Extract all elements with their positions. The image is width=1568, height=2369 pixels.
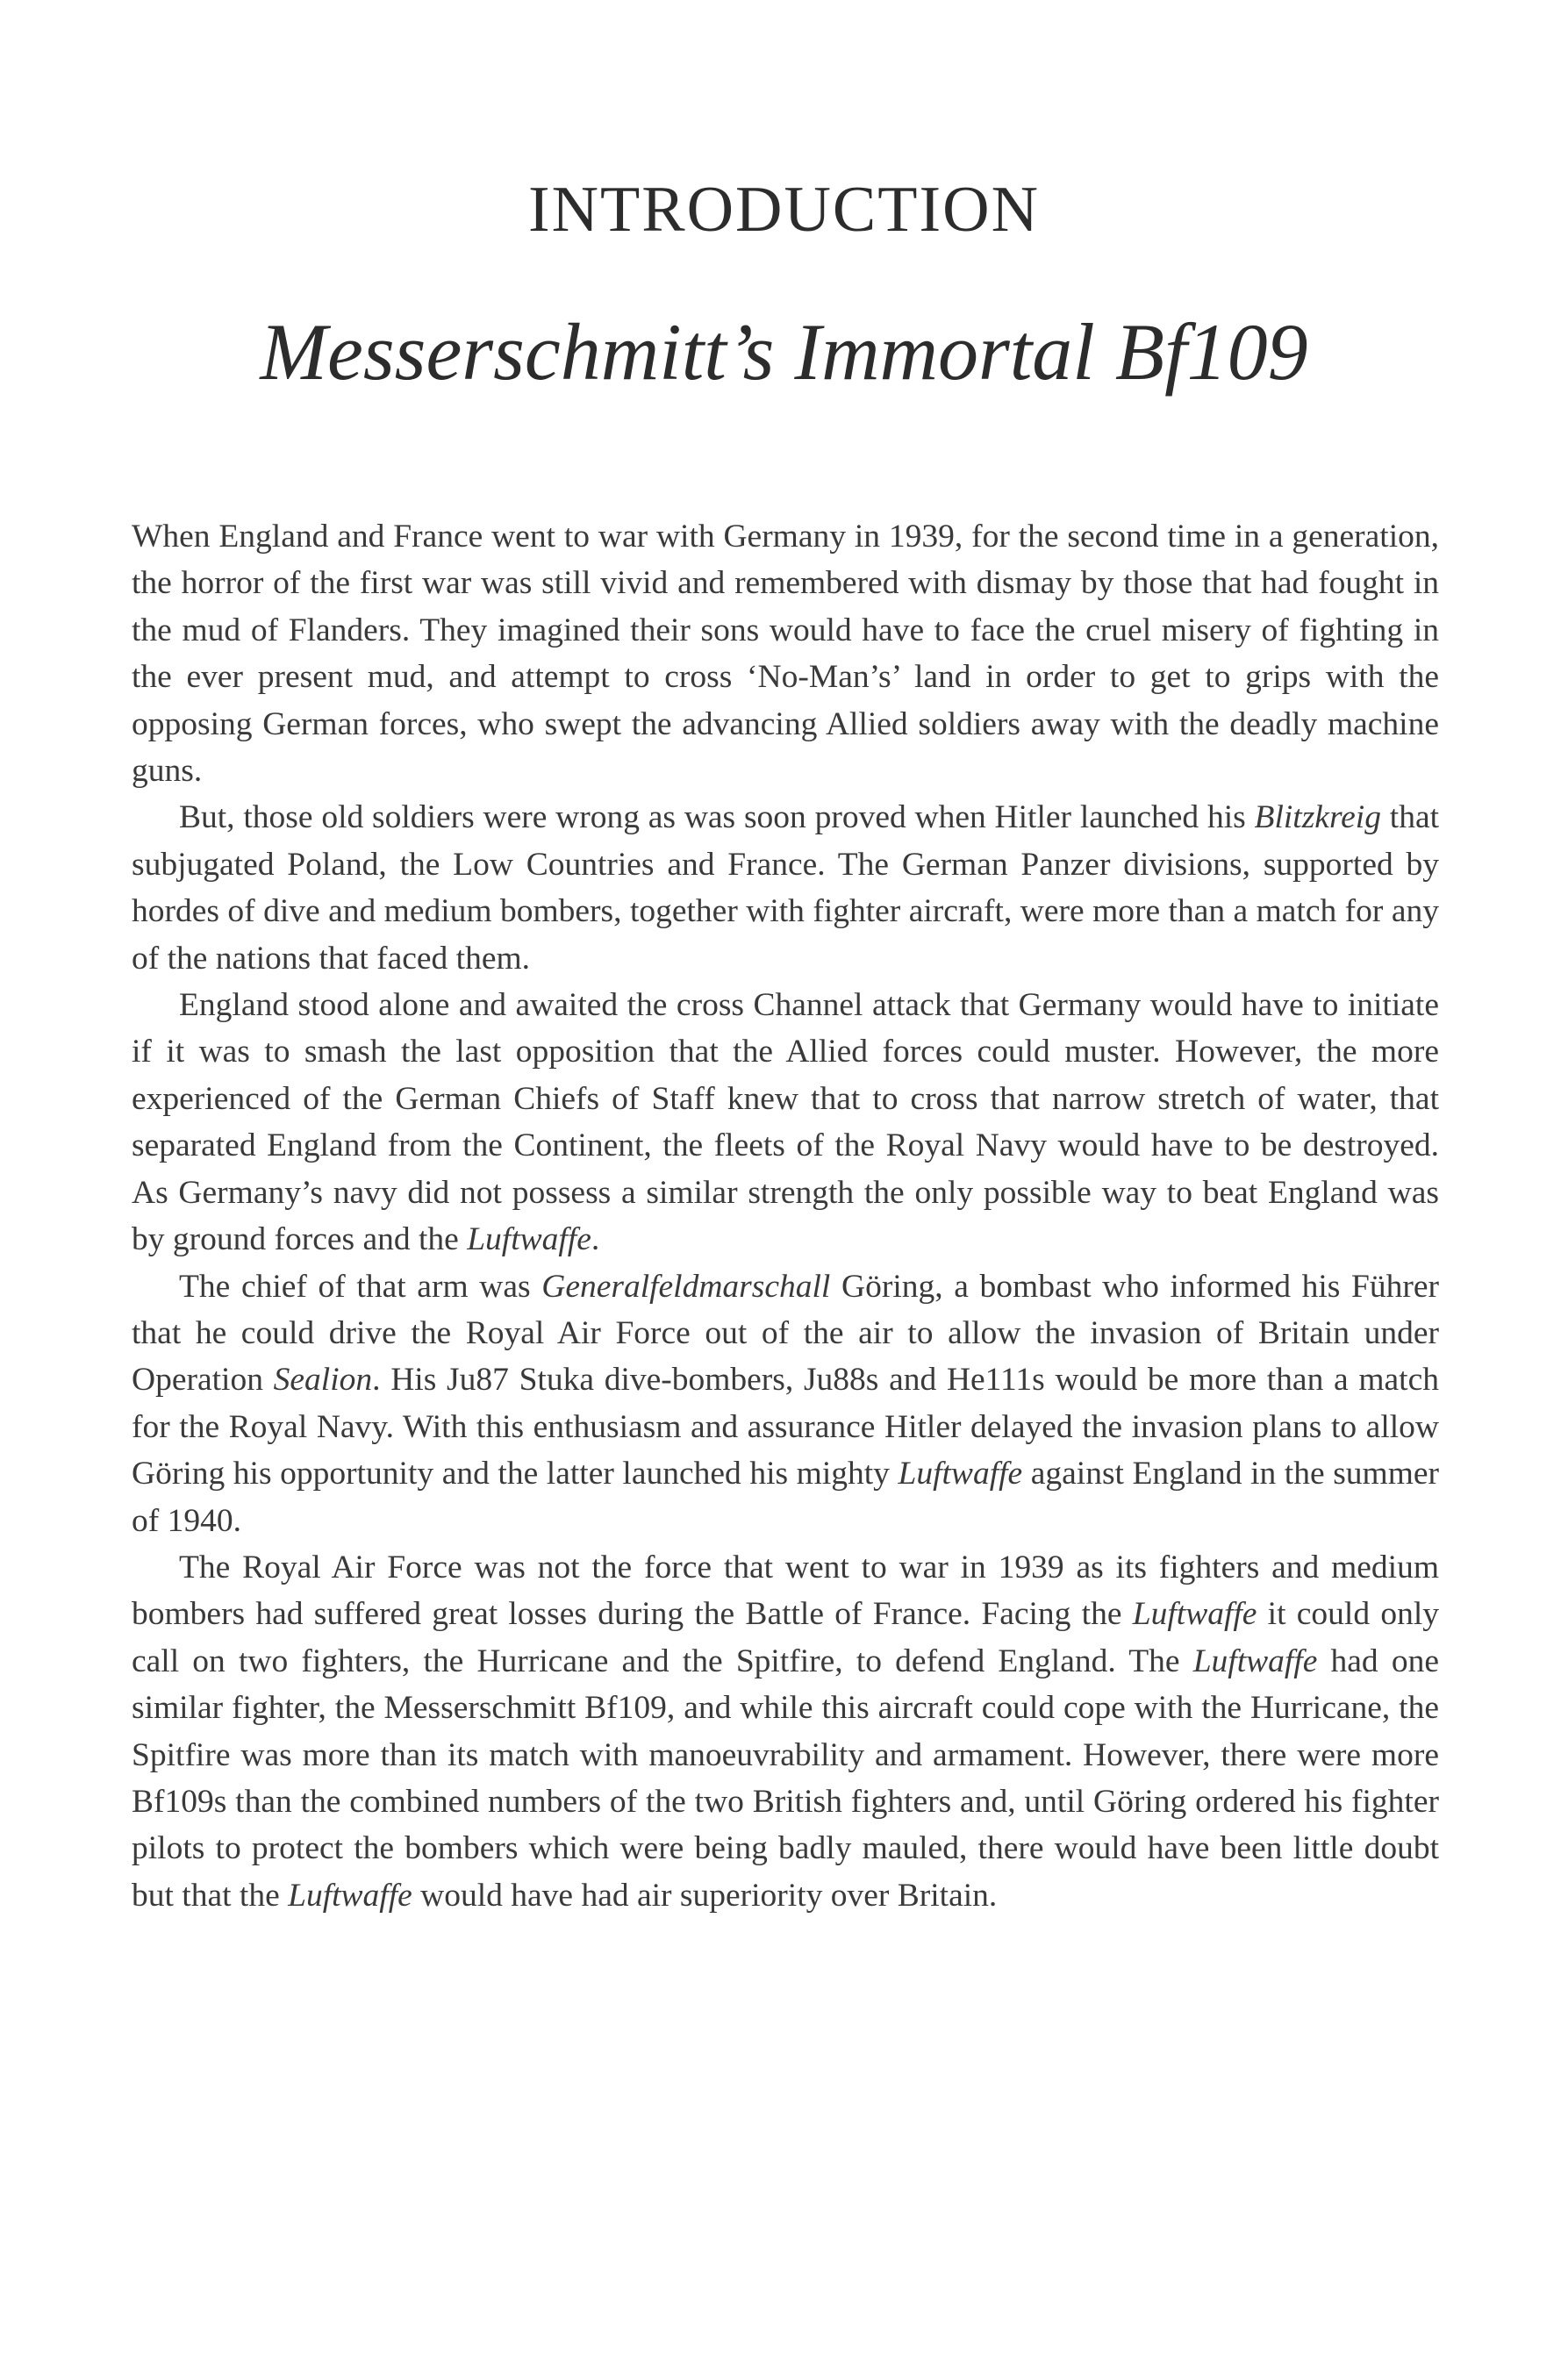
italic-term: Luftwaffe	[1132, 1596, 1257, 1633]
text-run: But, those old soldiers were wrong as was soon proved when Hitler launched his	[179, 799, 1255, 836]
italic-term: Luftwaffe	[898, 1456, 1023, 1492]
text-run: .	[591, 1221, 600, 1258]
text-run: . His Ju87 Stuka dive-bombers, Ju88s and He111s would be more than a match for the Royal Navy. With this enthusiasm and assurance Hitler delayed the invasion plans to allow Göring his opportunity and the latter launched his mighty	[132, 1362, 1439, 1492]
italic-term: Luftwaffe	[467, 1221, 591, 1258]
paragraph	[132, 1263, 1439, 1544]
text-run: Göring, a bombast who informed his Führer that he could drive the Royal Air Force out of the air to allow the invasion of Britain under Operation	[132, 1268, 1440, 1399]
paragraph	[132, 982, 1439, 1263]
chapter-heading: INTRODUCTION	[527, 174, 1041, 246]
italic-term: Luftwaffe	[1192, 1643, 1318, 1679]
text-run: The Royal Air Force was not the force that went to war in 1939 as its fighters and medium bombers had suffered great losses during the Battle of France. Facing the	[132, 1549, 1439, 1633]
text-run: would have had air superiority over Britain.	[412, 1877, 998, 1914]
italic-term: Blitzkreig	[1254, 799, 1381, 836]
paragraph	[132, 1544, 1439, 1919]
text-run: When England and France went to war with Germany in 1939, for the second time in a generation, the horror of the first war was still vivid and remembered with dismay by those that had fought in the mud of Flanders. They imagined their sons would have to face the cruel misery of fighting in the ever present mud, and attempt to cross ‘No-Man’s’ land in order to get to grips with the opposing German forces, who swept the advancing Allied soldiers away with the deadly machine guns.	[132, 519, 1439, 790]
italic-term: Sealion	[273, 1362, 373, 1399]
text-run: it could only call on two fighters, the Hurricane and the Spitfire, to defend England. The	[132, 1596, 1439, 1679]
text-run: The chief of that arm was	[179, 1268, 542, 1305]
text-run: against England in the summer of 1940.	[132, 1456, 1440, 1539]
paragraph	[132, 513, 1439, 794]
body-text	[132, 513, 1439, 1919]
text-run: that subjugated Poland, the Low Countries and France. The German Panzer divisions, supported by hordes of dive and medium bombers, together with fighter aircraft, were more than a match for any of the nations that faced them.	[132, 799, 1440, 977]
paragraph	[132, 794, 1439, 982]
italic-term: Luftwaffe	[288, 1877, 412, 1914]
italic-term: Generalfeldmarschall	[541, 1268, 831, 1305]
text-run: England stood alone and awaited the cross Channel attack that Germany would have to initiate if it was to smash the last opposition that the Allied forces could muster. However, the more experienced of the German Chiefs of Staff knew that to cross that narrow stretch of water, that separated England from the Continent, the fleets of the Royal Navy would have to be destroyed. As Germany’s navy did not possess a similar strength the only possible way to beat England was by ground forces and the	[132, 987, 1439, 1258]
text-run: had one similar fighter, the Messerschmitt Bf109, and while this aircraft could cope with the Hurricane, the Spitfire was more than its match with manoeuvrability and armament. However, there were more Bf109s than the combined numbers of the two British fighters and, until Göring ordered his fighter pilots to protect the bombers which were being badly mauled, there would have been little doubt but that the	[132, 1643, 1439, 1914]
chapter-title: Messerschmitt’s Immortal Bf109	[260, 307, 1308, 397]
